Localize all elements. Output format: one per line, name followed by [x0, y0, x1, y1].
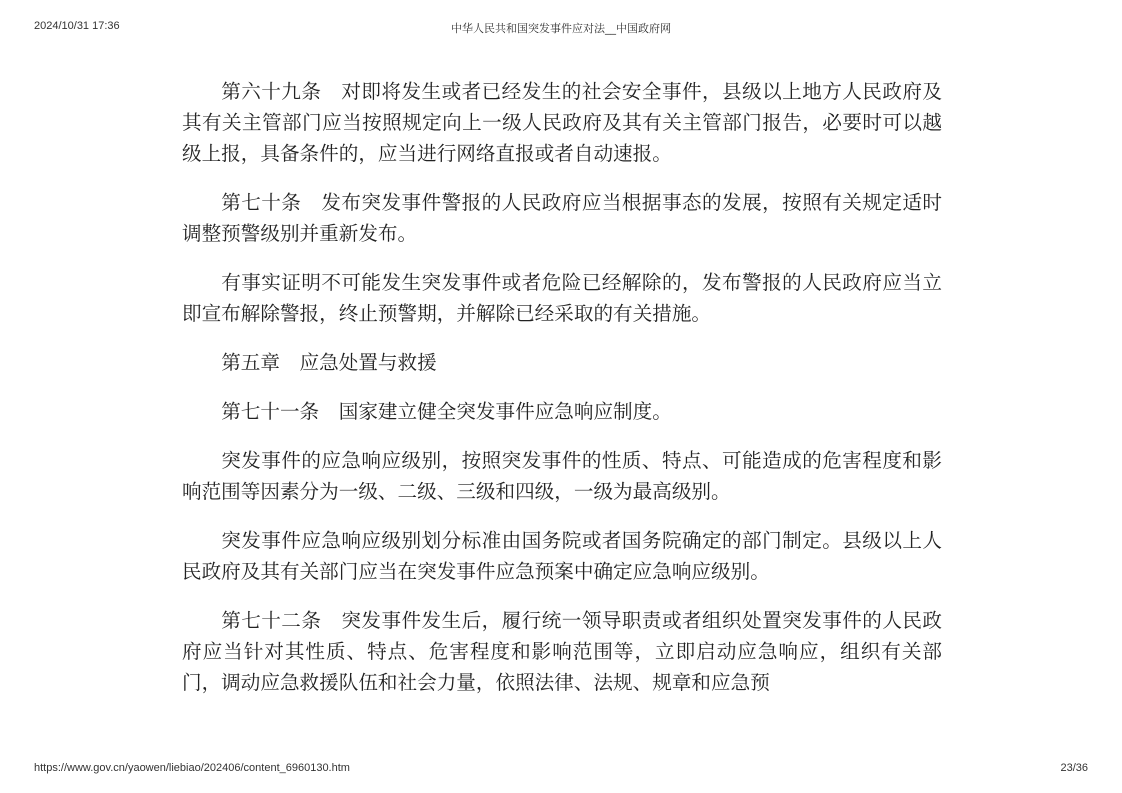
article-71-second-paragraph: 突发事件的应急响应级别，按照突发事件的性质、特点、可能造成的危害程度和影响范围等因素分为一级、二级、三级和四级，一级为最高级别。	[182, 449, 942, 503]
page-url: https://www.gov.cn/yaowen/liebiao/202406/content_6960130.htm	[34, 762, 350, 774]
page-number: 23/36	[1060, 762, 1088, 774]
article-71-paragraph: 第七十一条 国家建立健全突发事件应急响应制度。	[221, 400, 672, 423]
chapter-heading: 第五章 应急处置与救援	[221, 351, 437, 374]
article-71-third-paragraph: 突发事件应急响应级别划分标准由国务院或者国务院确定的部门制定。县级以上人民政府及其有关部门应当在突发事件应急预案中确定应急响应级别。	[182, 529, 942, 583]
article-70-second-paragraph: 有事实证明不可能发生突发事件或者危险已经解除的，发布警报的人民政府应当立即宣布解除警报，终止预警期，并解除已经采取的有关措施。	[182, 271, 942, 325]
article-72-paragraph: 第七十二条 突发事件发生后，履行统一领导职责或者组织处置突发事件的人民政府应当针对其性质、特点、危害程度和影响范围等，立即启动应急响应，组织有关部门，调动应急救援队伍和社会力量，依照法律、法规、规章和应急预	[182, 609, 942, 694]
page-title: 中华人民共和国突发事件应对法__中国政府网	[451, 22, 671, 35]
article-69-paragraph: 第六十九条 对即将发生或者已经发生的社会安全事件，县级以上地方人民政府及其有关主管部门应当按照规定向上一级人民政府及其有关主管部门报告，必要时可以越级上报，具备条件的，应当进行网络直报或者自动速报。	[182, 80, 942, 165]
article-70-paragraph: 第七十条 发布突发事件警报的人民政府应当根据事态的发展，按照有关规定适时调整预警级别并重新发布。	[182, 191, 942, 245]
document-body	[182, 76, 942, 716]
print-datetime: 2024/10/31 17:36	[34, 20, 120, 32]
